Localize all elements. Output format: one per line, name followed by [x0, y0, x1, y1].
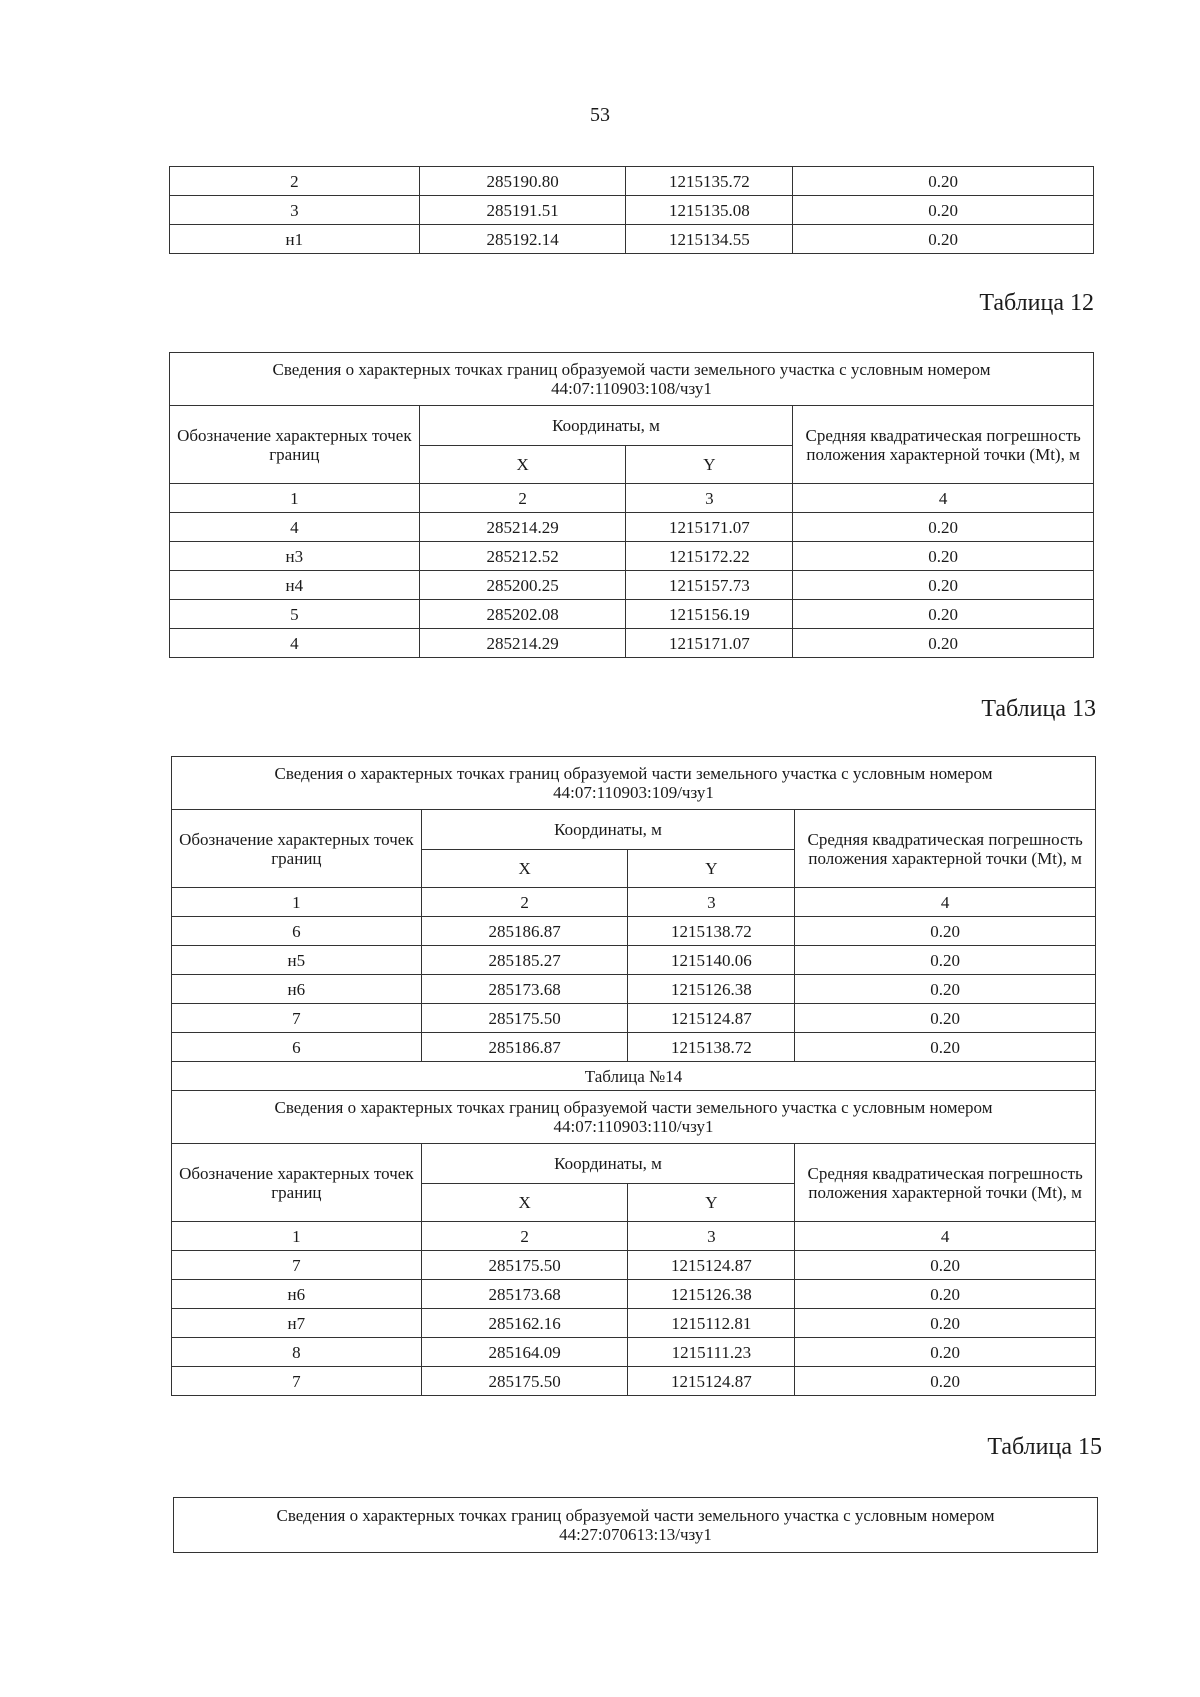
table-12: [169, 352, 1094, 658]
x-cell: 285175.50: [421, 1251, 628, 1280]
error-cell: 0.20: [793, 196, 1094, 225]
y-cell: 1215135.08: [626, 196, 793, 225]
y-cell: 1215124.87: [628, 1251, 795, 1280]
table-row: [172, 1033, 1096, 1062]
error-cell: 0.20: [795, 1367, 1096, 1396]
table-14-caption: Таблица №14: [172, 1062, 1096, 1091]
parcel-number: 44:07:110903:110/чзу1: [553, 1117, 714, 1136]
table-row: [172, 1280, 1096, 1309]
table-row: [172, 1004, 1096, 1033]
coordinates-header: Координаты, м: [419, 406, 793, 446]
designation-header: Обозначение характерных точек границ: [172, 1144, 422, 1222]
error-cell: 0.20: [793, 600, 1094, 629]
y-cell: 1215135.72: [626, 167, 793, 196]
table-row: [172, 975, 1096, 1004]
column-number: 1: [172, 1222, 422, 1251]
table-13-caption: Таблица 13: [981, 696, 1096, 722]
error-cell: 0.20: [793, 167, 1094, 196]
table-row: [170, 225, 1094, 254]
point-cell: 8: [172, 1338, 422, 1367]
x-cell: 285191.51: [419, 196, 626, 225]
x-header: X: [421, 850, 628, 888]
point-cell: н7: [172, 1309, 422, 1338]
designation-header: Обозначение характерных точек границ: [172, 810, 422, 888]
error-header: Средняя квадратическая погрешность положения характерной точки (Mt), м: [795, 810, 1096, 888]
table-row: [170, 542, 1094, 571]
coordinates-header: Координаты, м: [421, 1144, 795, 1184]
point-cell: 7: [172, 1004, 422, 1033]
x-cell: 285212.52: [419, 542, 626, 571]
error-header: Средняя квадратическая погрешность положения характерной точки (Mt), м: [795, 1144, 1096, 1222]
point-cell: н1: [170, 225, 420, 254]
x-cell: 285214.29: [419, 513, 626, 542]
table-title-row: [172, 757, 1096, 810]
column-number: 2: [421, 888, 628, 917]
table-13-14: [171, 756, 1096, 1396]
column-number-row: [172, 1222, 1096, 1251]
x-cell: 285192.14: [419, 225, 626, 254]
y-cell: 1215124.87: [628, 1367, 795, 1396]
parcel-number: 44:07:110903:109/чзу1: [553, 783, 714, 802]
y-cell: 1215171.07: [626, 513, 793, 542]
table-row: [170, 629, 1094, 658]
point-cell: 4: [170, 513, 420, 542]
table-title: Сведения о характерных точках границ образуемой части земельного участка с условным номером: [274, 1098, 993, 1117]
table-15: [173, 1497, 1098, 1553]
point-cell: н6: [172, 1280, 422, 1309]
column-number: 3: [628, 888, 795, 917]
x-cell: 285175.50: [421, 1004, 628, 1033]
y-cell: 1215124.87: [628, 1004, 795, 1033]
x-cell: 285162.16: [421, 1309, 628, 1338]
error-cell: 0.20: [795, 946, 1096, 975]
table-row: [172, 1367, 1096, 1396]
x-cell: 285200.25: [419, 571, 626, 600]
continued-table: [169, 166, 1094, 254]
table-title-row: [172, 1091, 1096, 1144]
error-cell: 0.20: [795, 1338, 1096, 1367]
point-cell: 2: [170, 167, 420, 196]
table-row: [172, 1251, 1096, 1280]
y-cell: 1215126.38: [628, 975, 795, 1004]
parcel-number: 44:07:110903:108/чзу1: [551, 379, 712, 398]
x-cell: 285190.80: [419, 167, 626, 196]
y-cell: 1215112.81: [628, 1309, 795, 1338]
table-row: [170, 196, 1094, 225]
error-cell: 0.20: [793, 225, 1094, 254]
x-cell: 285214.29: [419, 629, 626, 658]
x-cell: 285202.08: [419, 600, 626, 629]
x-cell: 285186.87: [421, 917, 628, 946]
table-row: [172, 946, 1096, 975]
designation-header: Обозначение характерных точек границ: [170, 406, 420, 484]
table-row: [170, 513, 1094, 542]
x-cell: 285173.68: [421, 975, 628, 1004]
table-row: [170, 600, 1094, 629]
table-title: Сведения о характерных точках границ образуемой части земельного участка с условным номером: [274, 764, 993, 783]
y-cell: 1215156.19: [626, 600, 793, 629]
column-number: 3: [628, 1222, 795, 1251]
error-cell: 0.20: [795, 975, 1096, 1004]
y-cell: 1215138.72: [628, 917, 795, 946]
column-number: 1: [170, 484, 420, 513]
x-cell: 285175.50: [421, 1367, 628, 1396]
y-cell: 1215157.73: [626, 571, 793, 600]
column-number: 1: [172, 888, 422, 917]
column-number-row: [172, 888, 1096, 917]
y-header: Y: [628, 850, 795, 888]
point-cell: 4: [170, 629, 420, 658]
x-cell: 285173.68: [421, 1280, 628, 1309]
page-number: 53: [590, 104, 610, 126]
point-cell: н3: [170, 542, 420, 571]
table-row: [172, 1338, 1096, 1367]
x-cell: 285164.09: [421, 1338, 628, 1367]
coordinates-header: Координаты, м: [421, 810, 795, 850]
error-cell: 0.20: [795, 1309, 1096, 1338]
x-header: X: [419, 446, 626, 484]
point-cell: н6: [172, 975, 422, 1004]
y-cell: 1215138.72: [628, 1033, 795, 1062]
column-number: 2: [421, 1222, 628, 1251]
point-cell: 7: [172, 1251, 422, 1280]
error-cell: 0.20: [795, 1004, 1096, 1033]
table-row: [172, 1309, 1096, 1338]
point-cell: н4: [170, 571, 420, 600]
point-cell: 6: [172, 1033, 422, 1062]
y-header: Y: [626, 446, 793, 484]
error-header: Средняя квадратическая погрешность положения характерной точки (Mt), м: [793, 406, 1094, 484]
y-cell: 1215140.06: [628, 946, 795, 975]
x-cell: 285186.87: [421, 1033, 628, 1062]
y-cell: 1215111.23: [628, 1338, 795, 1367]
y-cell: 1215171.07: [626, 629, 793, 658]
column-number-row: [170, 484, 1094, 513]
column-number: 3: [626, 484, 793, 513]
point-cell: 3: [170, 196, 420, 225]
y-cell: 1215172.22: [626, 542, 793, 571]
error-cell: 0.20: [793, 542, 1094, 571]
table-title: Сведения о характерных точках границ образуемой части земельного участка с условным номером: [276, 1506, 995, 1525]
point-cell: 7: [172, 1367, 422, 1396]
column-number: 4: [793, 484, 1094, 513]
table-row: [170, 571, 1094, 600]
table-15-caption: Таблица 15: [987, 1434, 1102, 1460]
error-cell: 0.20: [795, 1251, 1096, 1280]
error-cell: 0.20: [793, 571, 1094, 600]
point-cell: 6: [172, 917, 422, 946]
point-cell: н5: [172, 946, 422, 975]
error-cell: 0.20: [793, 629, 1094, 658]
table-title: Сведения о характерных точках границ образуемой части земельного участка с условным номером: [272, 360, 991, 379]
point-cell: 5: [170, 600, 420, 629]
y-cell: 1215126.38: [628, 1280, 795, 1309]
column-number: 2: [419, 484, 626, 513]
table-title-row: [174, 1498, 1098, 1553]
x-cell: 285185.27: [421, 946, 628, 975]
error-cell: 0.20: [795, 1033, 1096, 1062]
x-header: X: [421, 1184, 628, 1222]
y-cell: 1215134.55: [626, 225, 793, 254]
error-cell: 0.20: [793, 513, 1094, 542]
table-12-caption: Таблица 12: [979, 290, 1094, 316]
error-cell: 0.20: [795, 917, 1096, 946]
column-number: 4: [795, 1222, 1096, 1251]
error-cell: 0.20: [795, 1280, 1096, 1309]
table-row: [170, 167, 1094, 196]
table-row: [172, 917, 1096, 946]
table-title-row: [170, 353, 1094, 406]
column-number: 4: [795, 888, 1096, 917]
y-header: Y: [628, 1184, 795, 1222]
parcel-number: 44:27:070613:13/чзу1: [559, 1525, 712, 1544]
